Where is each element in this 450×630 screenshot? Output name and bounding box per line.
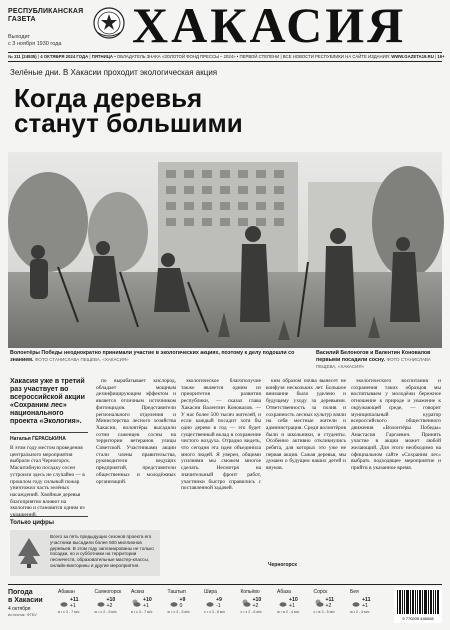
headline-line-2: станут большими: [14, 108, 243, 138]
wind-info: с • з 2 - 6 м/с: [240, 610, 262, 614]
column-2-text: экологическое благополучие также является одним из приоритетов развития республики, — сказал глава Хакасии Валентин Коновалов. — У нас более 500 тысяч жителей, и если каждый посадит хотя бы одно дерево в год — это будет существенный вклад в сохранение чистого воздуха. Отрадно видеть, что сегодня эта идея объединила много людей. Я уверен, общими усилиями мы сможем многое сделать. Несмотря на значительный фронт работ, участники быстро справились с поставленной задачей.: [181, 378, 261, 492]
weather-city: [350, 589, 390, 614]
newspaper-title: ХАКАСИЯ: [132, 0, 407, 53]
day-temp: +10: [289, 597, 298, 603]
wind-info: ю • 2 - 4 м/с: [350, 610, 370, 614]
weather-title: [8, 589, 58, 617]
weather-title-1: Погода: [8, 589, 33, 596]
facts-box-text: Всего за пять предыдущих сезонов проекта его участники высадили более 500 миллионов деревьев. В этом году запланированы не только посадки, но и субботники на территории лесничеств, образовательные мастер-классы, онлайн-викторины и другие мероприятия.: [50, 534, 154, 568]
night-temp: 0: [179, 603, 183, 609]
weather-city: [168, 589, 208, 614]
city-name: Сорск: [313, 589, 328, 595]
city-name: Бея: [350, 589, 359, 595]
wind-info: с • з 3 - 8 м/с: [204, 610, 226, 614]
weather-title-2: в Хакасии: [8, 597, 43, 604]
weather-city: [204, 589, 244, 614]
caption-left-text: Волонтёры Победы неоднократно принимали участие в экологических акциях, поэтому к делу подошли со знанием.: [10, 350, 295, 363]
wind-info: с • в 3 - 5 м/с: [313, 610, 335, 614]
caption-left-credit: ФОТО СТАНИСЛАВА ПЕЩЕВА, «ХАКАСИЯ»: [34, 356, 129, 362]
lead-body: В этом году местом проведения центрального мероприятия выбрали стал Черногорск. Масштабную посадку сосен устроили здесь не случайно — в прошлом году сильный пожар уничтожил часть зелёных насаждений. Хвойные деревья благоприятно влияют на экологию и становятся одним из украшений.: [10, 445, 85, 519]
night-temp: +1: [289, 603, 295, 609]
night-temp: -1: [216, 603, 221, 609]
award-text: • ОБЛАДАТЕЛЬ ЗНАКА «ЗОЛОТОЙ ФОНД ПРЕССЫ – 2024» • ПЕРВОЙ СТЕПЕНИ: [114, 54, 280, 59]
article-column-2: [181, 378, 261, 492]
night-temp: +1: [143, 603, 149, 609]
news-label: ВСЕ НОВОСТИ РЕСПУБЛИКИ НА САЙТЕ ИЗДАНИЯ:: [282, 54, 390, 59]
tree-icon: [14, 536, 44, 568]
day-temp: +10: [106, 597, 116, 603]
wind-info: в • с 3 - 7 м/с: [131, 610, 153, 614]
cloud-icon: [95, 598, 105, 608]
cloud-icon: [277, 598, 287, 608]
section-subhead: Зелёные дни. В Хакасии проходит экологическая акция: [10, 68, 218, 77]
headline-line-1: Когда деревья: [14, 83, 203, 113]
city-name: Саяногорск: [94, 589, 122, 595]
cloud-icon: [350, 598, 360, 608]
city-name: Шира: [204, 589, 217, 595]
cloud-icon: [58, 598, 68, 608]
sun-cloud-icon: [241, 598, 251, 608]
site-link[interactable]: WWW.GAZETA19.RU: [391, 54, 434, 59]
night-temp: +1: [362, 603, 368, 609]
photo-caption-right: [316, 350, 444, 370]
author-name: Наталья ГЕРАСЬКИНА: [10, 432, 88, 442]
issue-number: № 111 (24935): [8, 54, 37, 59]
weather-city: [314, 589, 354, 614]
column-3-text: ким образом почва вынесет не конфузя нескольких лет. Большое внимание было уделено и будущему уходу за деревьями. Ответственность за полив и сохранность лесных культур взяли на себя местные жители и администрация. Среди волонтёров были и школьники, и студенты. Особенно активно откликнулись ребята, для которых это уже не первая акция. Сажая деревья, мы думаем о будущем наших детей и внуков.: [266, 378, 346, 472]
main-headline: [14, 83, 314, 138]
since-line-1: Выходит: [8, 34, 31, 40]
age-rating: 16+: [437, 54, 445, 59]
city-name: Абаза: [277, 589, 291, 595]
masthead-info: [8, 8, 88, 47]
article-column-4: [351, 378, 441, 472]
republic-label: РЕСПУБЛИКАНСКАЯ: [8, 8, 84, 15]
weather-city: [131, 589, 171, 614]
day-temp: +10: [143, 597, 152, 603]
wind-info: ю • с 3 - 5 м/с: [167, 610, 190, 614]
day-temp: +9: [179, 597, 186, 603]
article-column-1: [96, 378, 176, 485]
dateline: Черногорск: [268, 562, 297, 568]
weather-city: [277, 589, 317, 614]
weather-source: источник: ФГБУ: [8, 612, 37, 617]
facts-box: [10, 530, 160, 576]
caption-right-text: Василий Белоногов и Валентин Коновалов первыми посадили сосну.: [316, 350, 431, 363]
weather-date: 4 октября: [8, 606, 31, 612]
night-temp: +1: [70, 603, 76, 609]
main-photo: [8, 152, 442, 348]
wind-info: ю • в 2 - 4 м/с: [277, 610, 300, 614]
photo-caption-left: [10, 350, 300, 364]
barcode-number: 9 770205 446008: [402, 616, 434, 621]
lead-column: [10, 378, 88, 519]
column-4-text: экологического воспитания и сохранения таких образцов мы воспитываем у молодёжи бережное отношение к природе и уважение к окружающей среде, — говорит муниципальный куратор всероссийского общественного движения «Волонтёры Победы» Анастасия Гаргаевич. Принять участие в акции может любой желающий. Для этого необходимо на официальном сайте «Сохраним лес» выбрать подходящее мероприятие и прийти в указанное время.: [351, 378, 441, 472]
order-emblem-icon: [92, 6, 126, 40]
city-name: Таштып: [167, 589, 186, 595]
masthead: [8, 0, 442, 53]
day-temp: +11: [70, 597, 79, 603]
night-temp: +2: [106, 603, 113, 609]
column-1-text: по вырабатывает кислород, обладает мощным дезинфицирующим эффектом и является отличным источником фитонцидов. Представители регионального отделения и Министерства лесного хозяйства Хакасии, волонтёры высадили сотни саженцев сосны на территории ветеранов улицы Советской. Участниками акции стали члены правительства, руководители ведущих предприятий, представители общественных и молодёжных организаций.: [96, 378, 176, 485]
city-name: Абакан: [58, 589, 75, 595]
issue-date: 4 ОКТЯБРЯ 2024 ГОДА: [40, 54, 89, 59]
barcode-icon: [394, 587, 442, 623]
night-temp: +2: [252, 603, 259, 609]
wind-info: в • с 3 - 7 м/с: [58, 610, 80, 614]
only-figures-heading: Только цифры: [10, 516, 88, 526]
since-line-2: с 3 ноября 1930 года: [8, 40, 62, 47]
gazeta-label: ГАЗЕТА: [8, 16, 36, 23]
city-name: Аскиз: [131, 589, 145, 595]
city-name: Копьёво: [240, 589, 260, 595]
day-temp: +9: [216, 597, 222, 603]
weather-strip: [8, 584, 442, 624]
day-temp: +10: [252, 597, 262, 603]
night-temp: +2: [325, 603, 332, 609]
caption-right-credit: ФОТО СТАНИСЛАВА ПЕЩЕВА, «ХАКАСИЯ»: [316, 356, 431, 369]
day-temp: +11: [362, 597, 371, 603]
info-bar: № 111 (24935) | 4 ОКТЯБРЯ 2024 ГОДА | ПЯТНИЦА • ОБЛАДАТЕЛЬ ЗНАКА «ЗОЛОТОЙ ФОНД ПРЕССЫ – 2024» • ПЕРВОЙ СТЕПЕНИ | ВСЕ НОВОСТИ РЕСПУБЛИКИ НА САЙТЕ ИЗДАНИЯ: WWW.GAZETA19.RU | 16+: [8, 52, 442, 62]
article-column-3: [266, 378, 346, 472]
day-temp: +11: [325, 597, 335, 603]
sun-cloud-icon: [131, 598, 141, 608]
weather-city: [58, 589, 98, 614]
sun-cloud-icon: [314, 598, 324, 608]
weather-city: [95, 589, 135, 614]
lead-heading: Хакасия уже в третий раз участвует во всероссийской акции «Сохраним лес» национального проекта «Экология».: [10, 378, 85, 425]
cloud-icon: [204, 598, 214, 608]
cloud-icon: [168, 598, 178, 608]
weather-city: [241, 589, 281, 614]
wind-info: ю • с 2 - 5 м/с: [94, 610, 117, 614]
issue-day: ПЯТНИЦА: [91, 54, 113, 59]
